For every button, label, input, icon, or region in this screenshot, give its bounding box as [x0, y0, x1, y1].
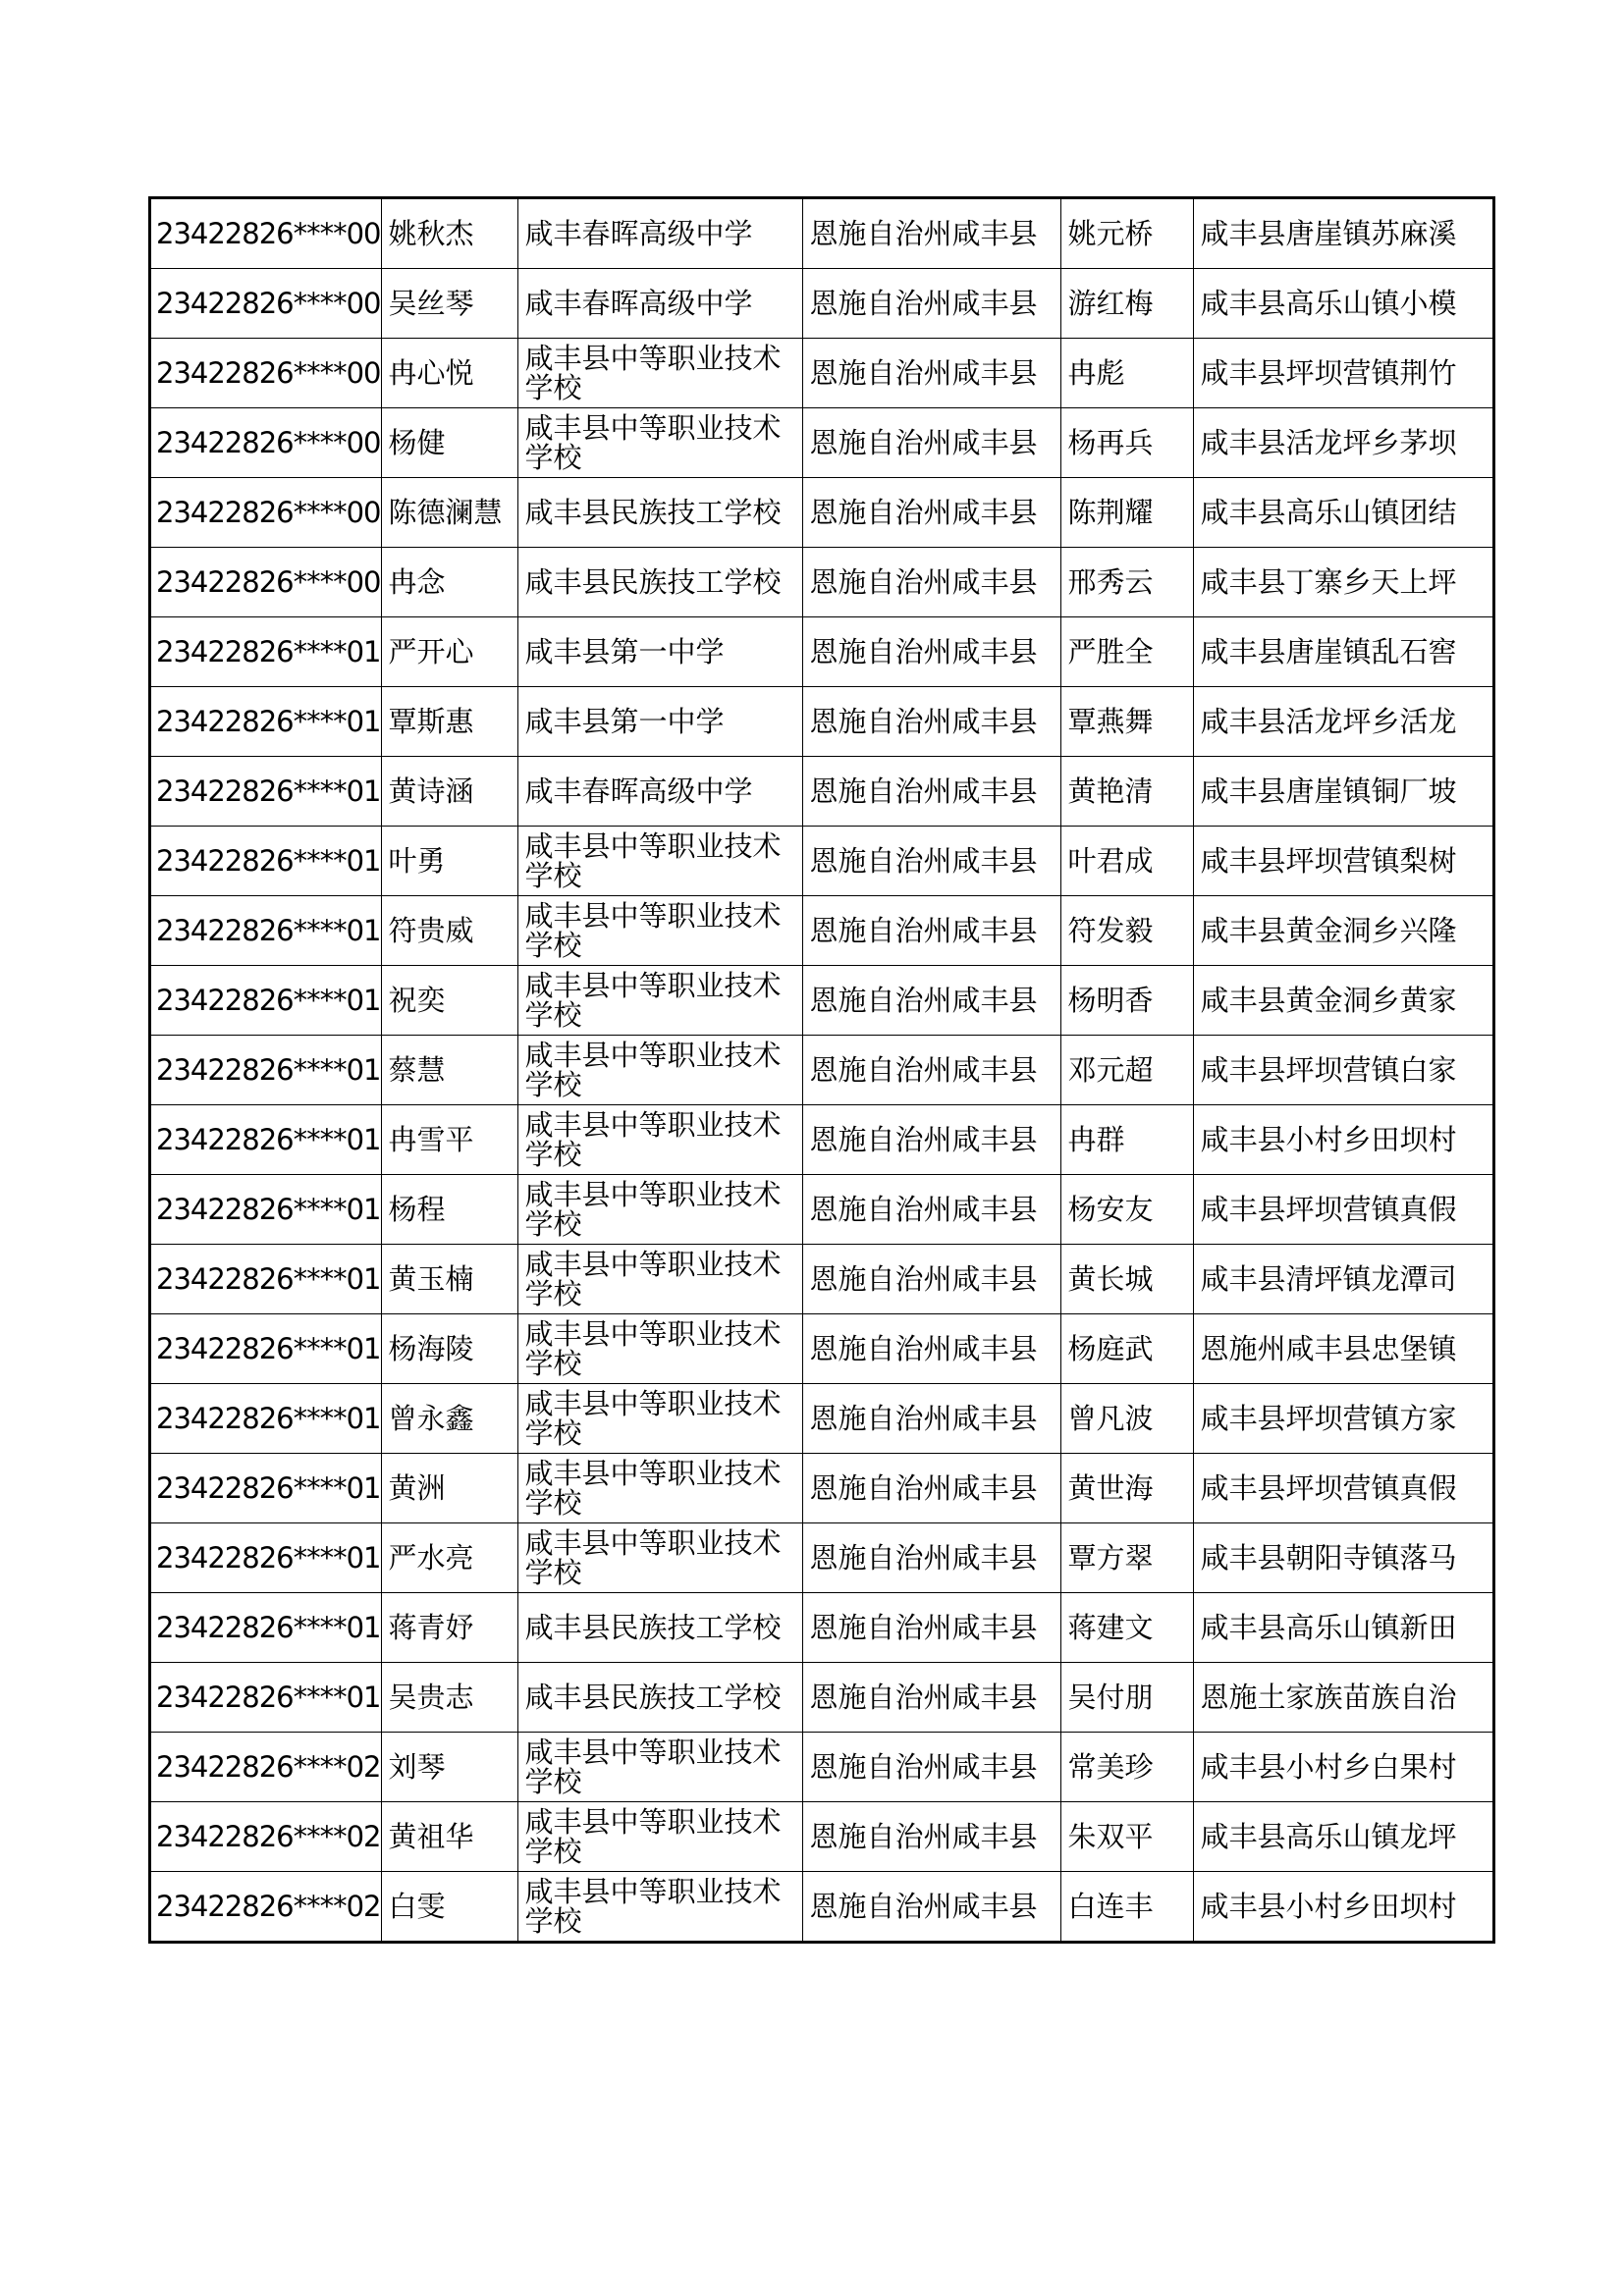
cell-id: 23422826****02 — [150, 1872, 382, 1943]
cell-school: 咸丰县中等职业技术学校 — [517, 827, 802, 896]
cell-address: 咸丰县坪坝营镇白家 — [1193, 1036, 1493, 1105]
cell-school: 咸丰县中等职业技术学校 — [517, 1105, 802, 1175]
cell-id: 23422826****01 — [150, 687, 382, 757]
cell-school: 咸丰县中等职业技术学校 — [517, 1872, 802, 1943]
cell-name: 姚秋杰 — [381, 198, 517, 269]
cell-school: 咸丰春晖高级中学 — [517, 198, 802, 269]
table-row — [150, 896, 1494, 966]
table-row — [150, 617, 1494, 687]
cell-address: 咸丰县小村乡田坝村 — [1193, 1872, 1493, 1943]
table-row — [150, 1105, 1494, 1175]
cell-guardian: 杨再兵 — [1060, 408, 1193, 478]
cell-name: 曾永鑫 — [381, 1384, 517, 1454]
table-row — [150, 966, 1494, 1036]
cell-id: 23422826****01 — [150, 827, 382, 896]
cell-school: 咸丰县中等职业技术学校 — [517, 1036, 802, 1105]
cell-guardian: 黄艳清 — [1060, 757, 1193, 827]
cell-id: 23422826****01 — [150, 1036, 382, 1105]
cell-id: 23422826****00 — [150, 408, 382, 478]
cell-guardian: 陈荆耀 — [1060, 478, 1193, 548]
cell-name: 蔡慧 — [381, 1036, 517, 1105]
cell-guardian: 严胜全 — [1060, 617, 1193, 687]
cell-id: 23422826****01 — [150, 1593, 382, 1663]
table-row — [150, 1036, 1494, 1105]
cell-school: 咸丰县中等职业技术学校 — [517, 1454, 802, 1523]
cell-name: 白雯 — [381, 1872, 517, 1943]
cell-name: 陈德澜慧 — [381, 478, 517, 548]
cell-school: 咸丰县民族技工学校 — [517, 1593, 802, 1663]
cell-guardian: 冉群 — [1060, 1105, 1193, 1175]
cell-school: 咸丰春晖高级中学 — [517, 269, 802, 339]
cell-guardian: 黄长城 — [1060, 1245, 1193, 1314]
cell-address: 咸丰县高乐山镇团结 — [1193, 478, 1493, 548]
cell-address: 咸丰县黄金洞乡兴隆 — [1193, 896, 1493, 966]
cell-region: 恩施自治州咸丰县 — [802, 1872, 1060, 1943]
cell-school: 咸丰县中等职业技术学校 — [517, 1314, 802, 1384]
cell-id: 23422826****01 — [150, 617, 382, 687]
cell-region: 恩施自治州咸丰县 — [802, 1036, 1060, 1105]
data-table — [148, 196, 1495, 1944]
cell-name: 杨健 — [381, 408, 517, 478]
cell-region: 恩施自治州咸丰县 — [802, 339, 1060, 408]
cell-school: 咸丰春晖高级中学 — [517, 757, 802, 827]
cell-name: 黄玉楠 — [381, 1245, 517, 1314]
cell-school: 咸丰县第一中学 — [517, 617, 802, 687]
cell-id: 23422826****01 — [150, 1245, 382, 1314]
cell-guardian: 蒋建文 — [1060, 1593, 1193, 1663]
cell-region: 恩施自治州咸丰县 — [802, 478, 1060, 548]
table-body — [150, 198, 1494, 1943]
cell-name: 杨程 — [381, 1175, 517, 1245]
cell-school: 咸丰县中等职业技术学校 — [517, 966, 802, 1036]
cell-guardian: 白连丰 — [1060, 1872, 1193, 1943]
cell-id: 23422826****00 — [150, 548, 382, 617]
cell-guardian: 覃燕舞 — [1060, 687, 1193, 757]
cell-school: 咸丰县民族技工学校 — [517, 1663, 802, 1733]
cell-region: 恩施自治州咸丰县 — [802, 1733, 1060, 1802]
table-row — [150, 687, 1494, 757]
cell-region: 恩施自治州咸丰县 — [802, 617, 1060, 687]
cell-guardian: 杨安友 — [1060, 1175, 1193, 1245]
cell-school: 咸丰县民族技工学校 — [517, 478, 802, 548]
cell-region: 恩施自治州咸丰县 — [802, 1523, 1060, 1593]
cell-address: 恩施土家族苗族自治 — [1193, 1663, 1493, 1733]
cell-name: 吴丝琴 — [381, 269, 517, 339]
cell-region: 恩施自治州咸丰县 — [802, 269, 1060, 339]
cell-region: 恩施自治州咸丰县 — [802, 757, 1060, 827]
table-row — [150, 1733, 1494, 1802]
table-row — [150, 1454, 1494, 1523]
table-row — [150, 339, 1494, 408]
cell-school: 咸丰县中等职业技术学校 — [517, 408, 802, 478]
cell-name: 黄祖华 — [381, 1802, 517, 1872]
table-row — [150, 1663, 1494, 1733]
cell-region: 恩施自治州咸丰县 — [802, 198, 1060, 269]
cell-school: 咸丰县中等职业技术学校 — [517, 1733, 802, 1802]
table-row — [150, 269, 1494, 339]
table-row — [150, 757, 1494, 827]
cell-guardian: 常美珍 — [1060, 1733, 1193, 1802]
table-row — [150, 478, 1494, 548]
cell-school: 咸丰县民族技工学校 — [517, 548, 802, 617]
cell-region: 恩施自治州咸丰县 — [802, 896, 1060, 966]
cell-name: 冉心悦 — [381, 339, 517, 408]
table-row — [150, 1245, 1494, 1314]
cell-name: 符贵威 — [381, 896, 517, 966]
cell-region: 恩施自治州咸丰县 — [802, 1802, 1060, 1872]
cell-region: 恩施自治州咸丰县 — [802, 966, 1060, 1036]
cell-school: 咸丰县中等职业技术学校 — [517, 1384, 802, 1454]
table-row — [150, 1523, 1494, 1593]
cell-address: 咸丰县高乐山镇龙坪 — [1193, 1802, 1493, 1872]
table-row — [150, 198, 1494, 269]
cell-address: 咸丰县坪坝营镇荆竹 — [1193, 339, 1493, 408]
cell-school: 咸丰县中等职业技术学校 — [517, 1245, 802, 1314]
table-row — [150, 1175, 1494, 1245]
cell-id: 23422826****01 — [150, 966, 382, 1036]
cell-region: 恩施自治州咸丰县 — [802, 1663, 1060, 1733]
cell-region: 恩施自治州咸丰县 — [802, 687, 1060, 757]
table-row — [150, 1802, 1494, 1872]
cell-address: 咸丰县黄金洞乡黄家 — [1193, 966, 1493, 1036]
cell-address: 咸丰县高乐山镇小模 — [1193, 269, 1493, 339]
cell-address: 咸丰县丁寨乡天上坪 — [1193, 548, 1493, 617]
cell-address: 咸丰县朝阳寺镇落马 — [1193, 1523, 1493, 1593]
cell-address: 咸丰县唐崖镇铜厂坡 — [1193, 757, 1493, 827]
cell-school: 咸丰县中等职业技术学校 — [517, 1523, 802, 1593]
cell-name: 冉雪平 — [381, 1105, 517, 1175]
cell-region: 恩施自治州咸丰县 — [802, 1593, 1060, 1663]
cell-address: 咸丰县唐崖镇苏麻溪 — [1193, 198, 1493, 269]
cell-id: 23422826****01 — [150, 896, 382, 966]
cell-guardian: 邓元超 — [1060, 1036, 1193, 1105]
cell-id: 23422826****02 — [150, 1802, 382, 1872]
cell-id: 23422826****01 — [150, 1314, 382, 1384]
cell-school: 咸丰县中等职业技术学校 — [517, 896, 802, 966]
cell-school: 咸丰县中等职业技术学校 — [517, 339, 802, 408]
cell-address: 咸丰县活龙坪乡茅坝 — [1193, 408, 1493, 478]
cell-region: 恩施自治州咸丰县 — [802, 1105, 1060, 1175]
cell-address: 咸丰县活龙坪乡活龙 — [1193, 687, 1493, 757]
cell-address: 咸丰县坪坝营镇真假 — [1193, 1175, 1493, 1245]
cell-id: 23422826****01 — [150, 1384, 382, 1454]
table-row — [150, 548, 1494, 617]
cell-guardian: 邢秀云 — [1060, 548, 1193, 617]
cell-name: 叶勇 — [381, 827, 517, 896]
cell-region: 恩施自治州咸丰县 — [802, 1175, 1060, 1245]
cell-name: 严水亮 — [381, 1523, 517, 1593]
cell-region: 恩施自治州咸丰县 — [802, 548, 1060, 617]
table-row — [150, 1593, 1494, 1663]
cell-id: 23422826****02 — [150, 1733, 382, 1802]
cell-guardian: 吴付朋 — [1060, 1663, 1193, 1733]
cell-id: 23422826****00 — [150, 269, 382, 339]
cell-name: 刘琴 — [381, 1733, 517, 1802]
cell-guardian: 曾凡波 — [1060, 1384, 1193, 1454]
cell-id: 23422826****00 — [150, 339, 382, 408]
cell-id: 23422826****01 — [150, 1175, 382, 1245]
table-row — [150, 408, 1494, 478]
cell-address: 恩施州咸丰县忠堡镇 — [1193, 1314, 1493, 1384]
cell-address: 咸丰县清坪镇龙潭司 — [1193, 1245, 1493, 1314]
cell-guardian: 黄世海 — [1060, 1454, 1193, 1523]
cell-guardian: 符发毅 — [1060, 896, 1193, 966]
cell-guardian: 叶君成 — [1060, 827, 1193, 896]
cell-name: 祝奕 — [381, 966, 517, 1036]
cell-school: 咸丰县中等职业技术学校 — [517, 1175, 802, 1245]
cell-school: 咸丰县中等职业技术学校 — [517, 1802, 802, 1872]
cell-guardian: 覃方翠 — [1060, 1523, 1193, 1593]
cell-region: 恩施自治州咸丰县 — [802, 1314, 1060, 1384]
cell-name: 吴贵志 — [381, 1663, 517, 1733]
cell-id: 23422826****01 — [150, 1105, 382, 1175]
cell-name: 蒋青妤 — [381, 1593, 517, 1663]
cell-name: 黄洲 — [381, 1454, 517, 1523]
cell-address: 咸丰县小村乡田坝村 — [1193, 1105, 1493, 1175]
cell-id: 23422826****01 — [150, 1454, 382, 1523]
cell-address: 咸丰县小村乡白果村 — [1193, 1733, 1493, 1802]
cell-region: 恩施自治州咸丰县 — [802, 1245, 1060, 1314]
table-row — [150, 1314, 1494, 1384]
cell-name: 黄诗涵 — [381, 757, 517, 827]
cell-address: 咸丰县唐崖镇乱石窖 — [1193, 617, 1493, 687]
cell-id: 23422826****00 — [150, 198, 382, 269]
cell-id: 23422826****00 — [150, 478, 382, 548]
table-row — [150, 1384, 1494, 1454]
cell-name: 冉念 — [381, 548, 517, 617]
cell-region: 恩施自治州咸丰县 — [802, 408, 1060, 478]
cell-address: 咸丰县坪坝营镇梨树 — [1193, 827, 1493, 896]
cell-name: 覃斯惠 — [381, 687, 517, 757]
cell-guardian: 杨明香 — [1060, 966, 1193, 1036]
cell-id: 23422826****01 — [150, 1663, 382, 1733]
table-row — [150, 1872, 1494, 1943]
cell-address: 咸丰县坪坝营镇方家 — [1193, 1384, 1493, 1454]
cell-guardian: 游红梅 — [1060, 269, 1193, 339]
cell-address: 咸丰县高乐山镇新田 — [1193, 1593, 1493, 1663]
cell-address: 咸丰县坪坝营镇真假 — [1193, 1454, 1493, 1523]
cell-guardian: 朱双平 — [1060, 1802, 1193, 1872]
cell-guardian: 冉彪 — [1060, 339, 1193, 408]
cell-region: 恩施自治州咸丰县 — [802, 827, 1060, 896]
cell-guardian: 杨庭武 — [1060, 1314, 1193, 1384]
cell-id: 23422826****01 — [150, 757, 382, 827]
cell-region: 恩施自治州咸丰县 — [802, 1454, 1060, 1523]
cell-region: 恩施自治州咸丰县 — [802, 1384, 1060, 1454]
table-row — [150, 827, 1494, 896]
cell-name: 严开心 — [381, 617, 517, 687]
cell-name: 杨海陵 — [381, 1314, 517, 1384]
cell-id: 23422826****01 — [150, 1523, 382, 1593]
cell-guardian: 姚元桥 — [1060, 198, 1193, 269]
cell-school: 咸丰县第一中学 — [517, 687, 802, 757]
